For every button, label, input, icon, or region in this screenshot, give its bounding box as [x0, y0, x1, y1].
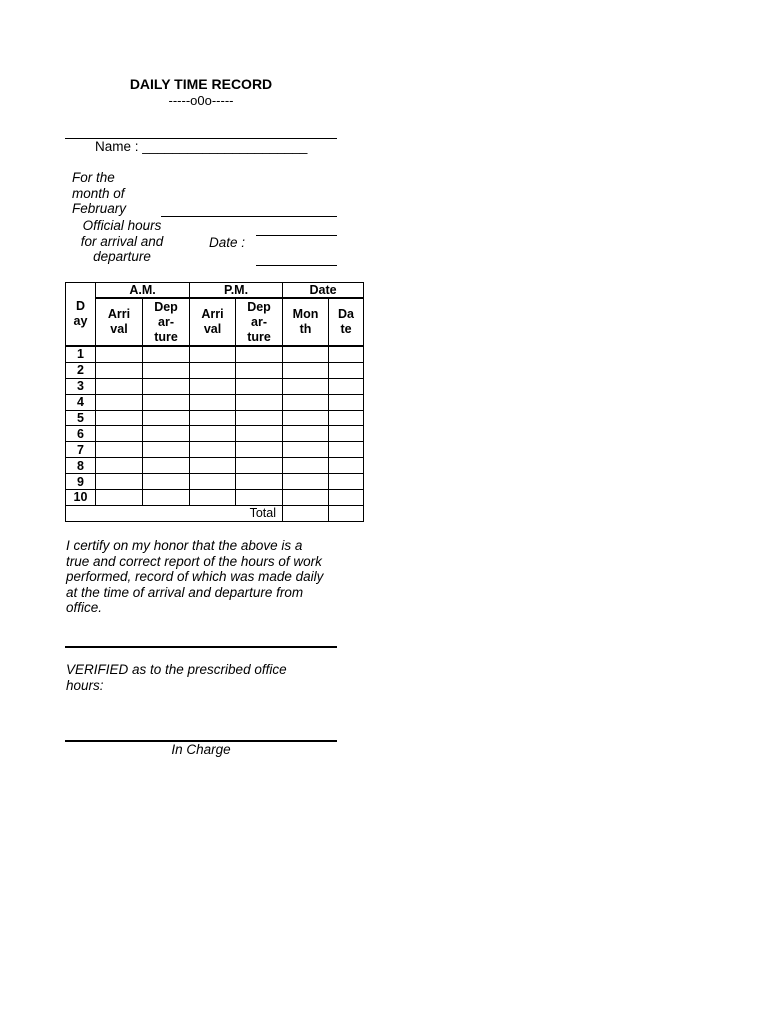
table-row: [66, 394, 364, 410]
month-label-line-1: For the: [72, 170, 115, 185]
date-cell: [329, 458, 364, 474]
table-row: [66, 410, 364, 426]
day-header-line-1: D: [75, 299, 86, 313]
am-arrival-cell: [96, 474, 143, 490]
pm-departure-cell: [236, 490, 283, 506]
am-departure-cell: [143, 426, 190, 442]
date-cell: [329, 490, 364, 506]
date-cell: [329, 426, 364, 442]
month-label: [72, 170, 126, 217]
day-number: 4: [66, 394, 96, 410]
am-departure-line-2: ar-: [158, 314, 174, 329]
total-date-cell: [329, 505, 364, 521]
date-label: Date :: [209, 235, 246, 250]
month-cell: [283, 362, 329, 378]
am-departure-cell: [143, 394, 190, 410]
month-label-line-2: month of: [72, 185, 125, 201]
table-row: [66, 426, 364, 442]
table-row: [66, 362, 364, 378]
document-title: DAILY TIME RECORD: [129, 76, 273, 92]
total-month-cell: [283, 505, 329, 521]
am-header: A.M.: [96, 283, 190, 299]
day-number: 1: [66, 346, 96, 362]
month-rule: [161, 216, 337, 217]
month-cell: [283, 442, 329, 458]
am-arrival-cell: [96, 346, 143, 362]
am-arrival-line-2: val: [110, 322, 128, 336]
pm-arrival-cell: [190, 490, 236, 506]
am-departure-cell: [143, 362, 190, 378]
month-cell: [283, 458, 329, 474]
date-cell: [329, 362, 364, 378]
pm-arrival-cell: [190, 442, 236, 458]
am-arrival-cell: [96, 426, 143, 442]
date-cell: [329, 394, 364, 410]
day-number: 9: [66, 474, 96, 490]
am-arrival-cell: [96, 378, 143, 394]
month-header-line-1: Mon: [292, 307, 319, 321]
pm-arrival-line-1: Arri: [201, 307, 224, 321]
am-departure-cell: [143, 474, 190, 490]
am-arrival-cell: [96, 362, 143, 378]
am-arrival-cell: [96, 490, 143, 506]
am-arrival-cell: [96, 410, 143, 426]
pm-departure-cell: [236, 474, 283, 490]
pm-arrival-cell: [190, 362, 236, 378]
pm-arrival-cell: [190, 410, 236, 426]
verified-line-1: VERIFIED as to the prescribed office: [66, 662, 287, 677]
verified-line-2: hours:: [66, 677, 104, 693]
pm-departure-cell: [236, 458, 283, 474]
pm-arrival-cell: [190, 474, 236, 490]
day-number: 2: [66, 362, 96, 378]
total-row: [66, 505, 364, 521]
in-charge-label: In Charge: [171, 742, 231, 757]
month-cell: [283, 426, 329, 442]
pm-departure-cell: [236, 442, 283, 458]
pm-departure-line-3: ture: [247, 329, 271, 344]
pm-arrival-line-2: val: [203, 322, 222, 336]
date-col-header: [329, 298, 364, 346]
pm-header: P.M.: [190, 283, 283, 299]
certification-line-3: performed, record of which was made daily: [66, 569, 324, 584]
pm-arrival-cell: [190, 378, 236, 394]
pm-departure-cell: [236, 394, 283, 410]
date-cell: [329, 442, 364, 458]
month-cell: [283, 490, 329, 506]
day-header-line-2: ay: [73, 314, 88, 328]
am-departure-cell: [143, 442, 190, 458]
pm-departure-cell: [236, 410, 283, 426]
total-label: Total: [66, 505, 283, 521]
name-label: Name : ______________________: [95, 139, 308, 154]
pm-departure-cell: [236, 346, 283, 362]
month-cell: [283, 474, 329, 490]
month-header: [283, 298, 329, 346]
certification-line-5: office.: [66, 600, 103, 615]
table-row: [66, 346, 364, 362]
official-hours-line-2: for arrival and: [80, 233, 164, 249]
pm-arrival-cell: [190, 426, 236, 442]
pm-departure-line-2: ar-: [251, 314, 267, 329]
am-departure-cell: [143, 458, 190, 474]
am-departure-cell: [143, 346, 190, 362]
time-record-table: [65, 282, 364, 522]
am-arrival-cell: [96, 442, 143, 458]
am-arrival-cell: [96, 458, 143, 474]
table-row: [66, 378, 364, 394]
day-number: 6: [66, 426, 96, 442]
table-row: [66, 490, 364, 506]
am-departure-line-3: ture: [154, 329, 178, 344]
month-label-line-3: February: [72, 201, 127, 216]
am-departure-line-1: Dep: [154, 299, 178, 314]
am-departure-cell: [143, 490, 190, 506]
pm-arrival-cell: [190, 346, 236, 362]
month-cell: [283, 394, 329, 410]
am-departure-cell: [143, 378, 190, 394]
official-hours-label: [72, 218, 172, 265]
month-cell: [283, 378, 329, 394]
verified-text: [66, 662, 356, 693]
day-header: [66, 283, 96, 347]
month-cell: [283, 346, 329, 362]
am-arrival-cell: [96, 394, 143, 410]
table-row: [66, 458, 364, 474]
date-rule-2: [256, 265, 337, 266]
document-subtitle: -----o0o-----: [168, 93, 234, 108]
certification-text: [66, 538, 356, 616]
am-departure-cell: [143, 410, 190, 426]
pm-arrival-header: [190, 298, 236, 346]
employee-signature-line: [65, 646, 337, 648]
date-header: Date: [283, 283, 364, 299]
date-cell: [329, 346, 364, 362]
pm-departure-header: [236, 298, 283, 346]
certification-line-1: I certify on my honor that the above is a: [66, 538, 303, 553]
pm-arrival-cell: [190, 458, 236, 474]
pm-departure-cell: [236, 362, 283, 378]
day-number: 10: [66, 490, 96, 506]
date-cell: [329, 410, 364, 426]
certification-line-2: true and correct report of the hours of work: [66, 553, 322, 569]
pm-arrival-cell: [190, 394, 236, 410]
day-number: 5: [66, 410, 96, 426]
official-hours-line-3: departure: [93, 249, 151, 264]
pm-departure-cell: [236, 426, 283, 442]
am-arrival-line-1: Arri: [107, 307, 131, 321]
date-rule-1: [256, 235, 337, 236]
pm-departure-cell: [236, 378, 283, 394]
am-arrival-header: [96, 298, 143, 346]
official-hours-line-1: Official hours: [82, 218, 162, 233]
table-row: [66, 474, 364, 490]
date-col-line-2: te: [340, 322, 352, 336]
date-cell: [329, 378, 364, 394]
month-header-line-2: th: [299, 322, 312, 336]
day-number: 7: [66, 442, 96, 458]
month-cell: [283, 410, 329, 426]
date-cell: [329, 474, 364, 490]
day-number: 3: [66, 378, 96, 394]
day-number: 8: [66, 458, 96, 474]
certification-line-4: at the time of arrival and departure from: [66, 584, 304, 600]
date-col-line-1: Da: [338, 307, 354, 321]
table-row: [66, 442, 364, 458]
am-departure-header: [143, 298, 190, 346]
pm-departure-line-1: Dep: [247, 299, 271, 314]
